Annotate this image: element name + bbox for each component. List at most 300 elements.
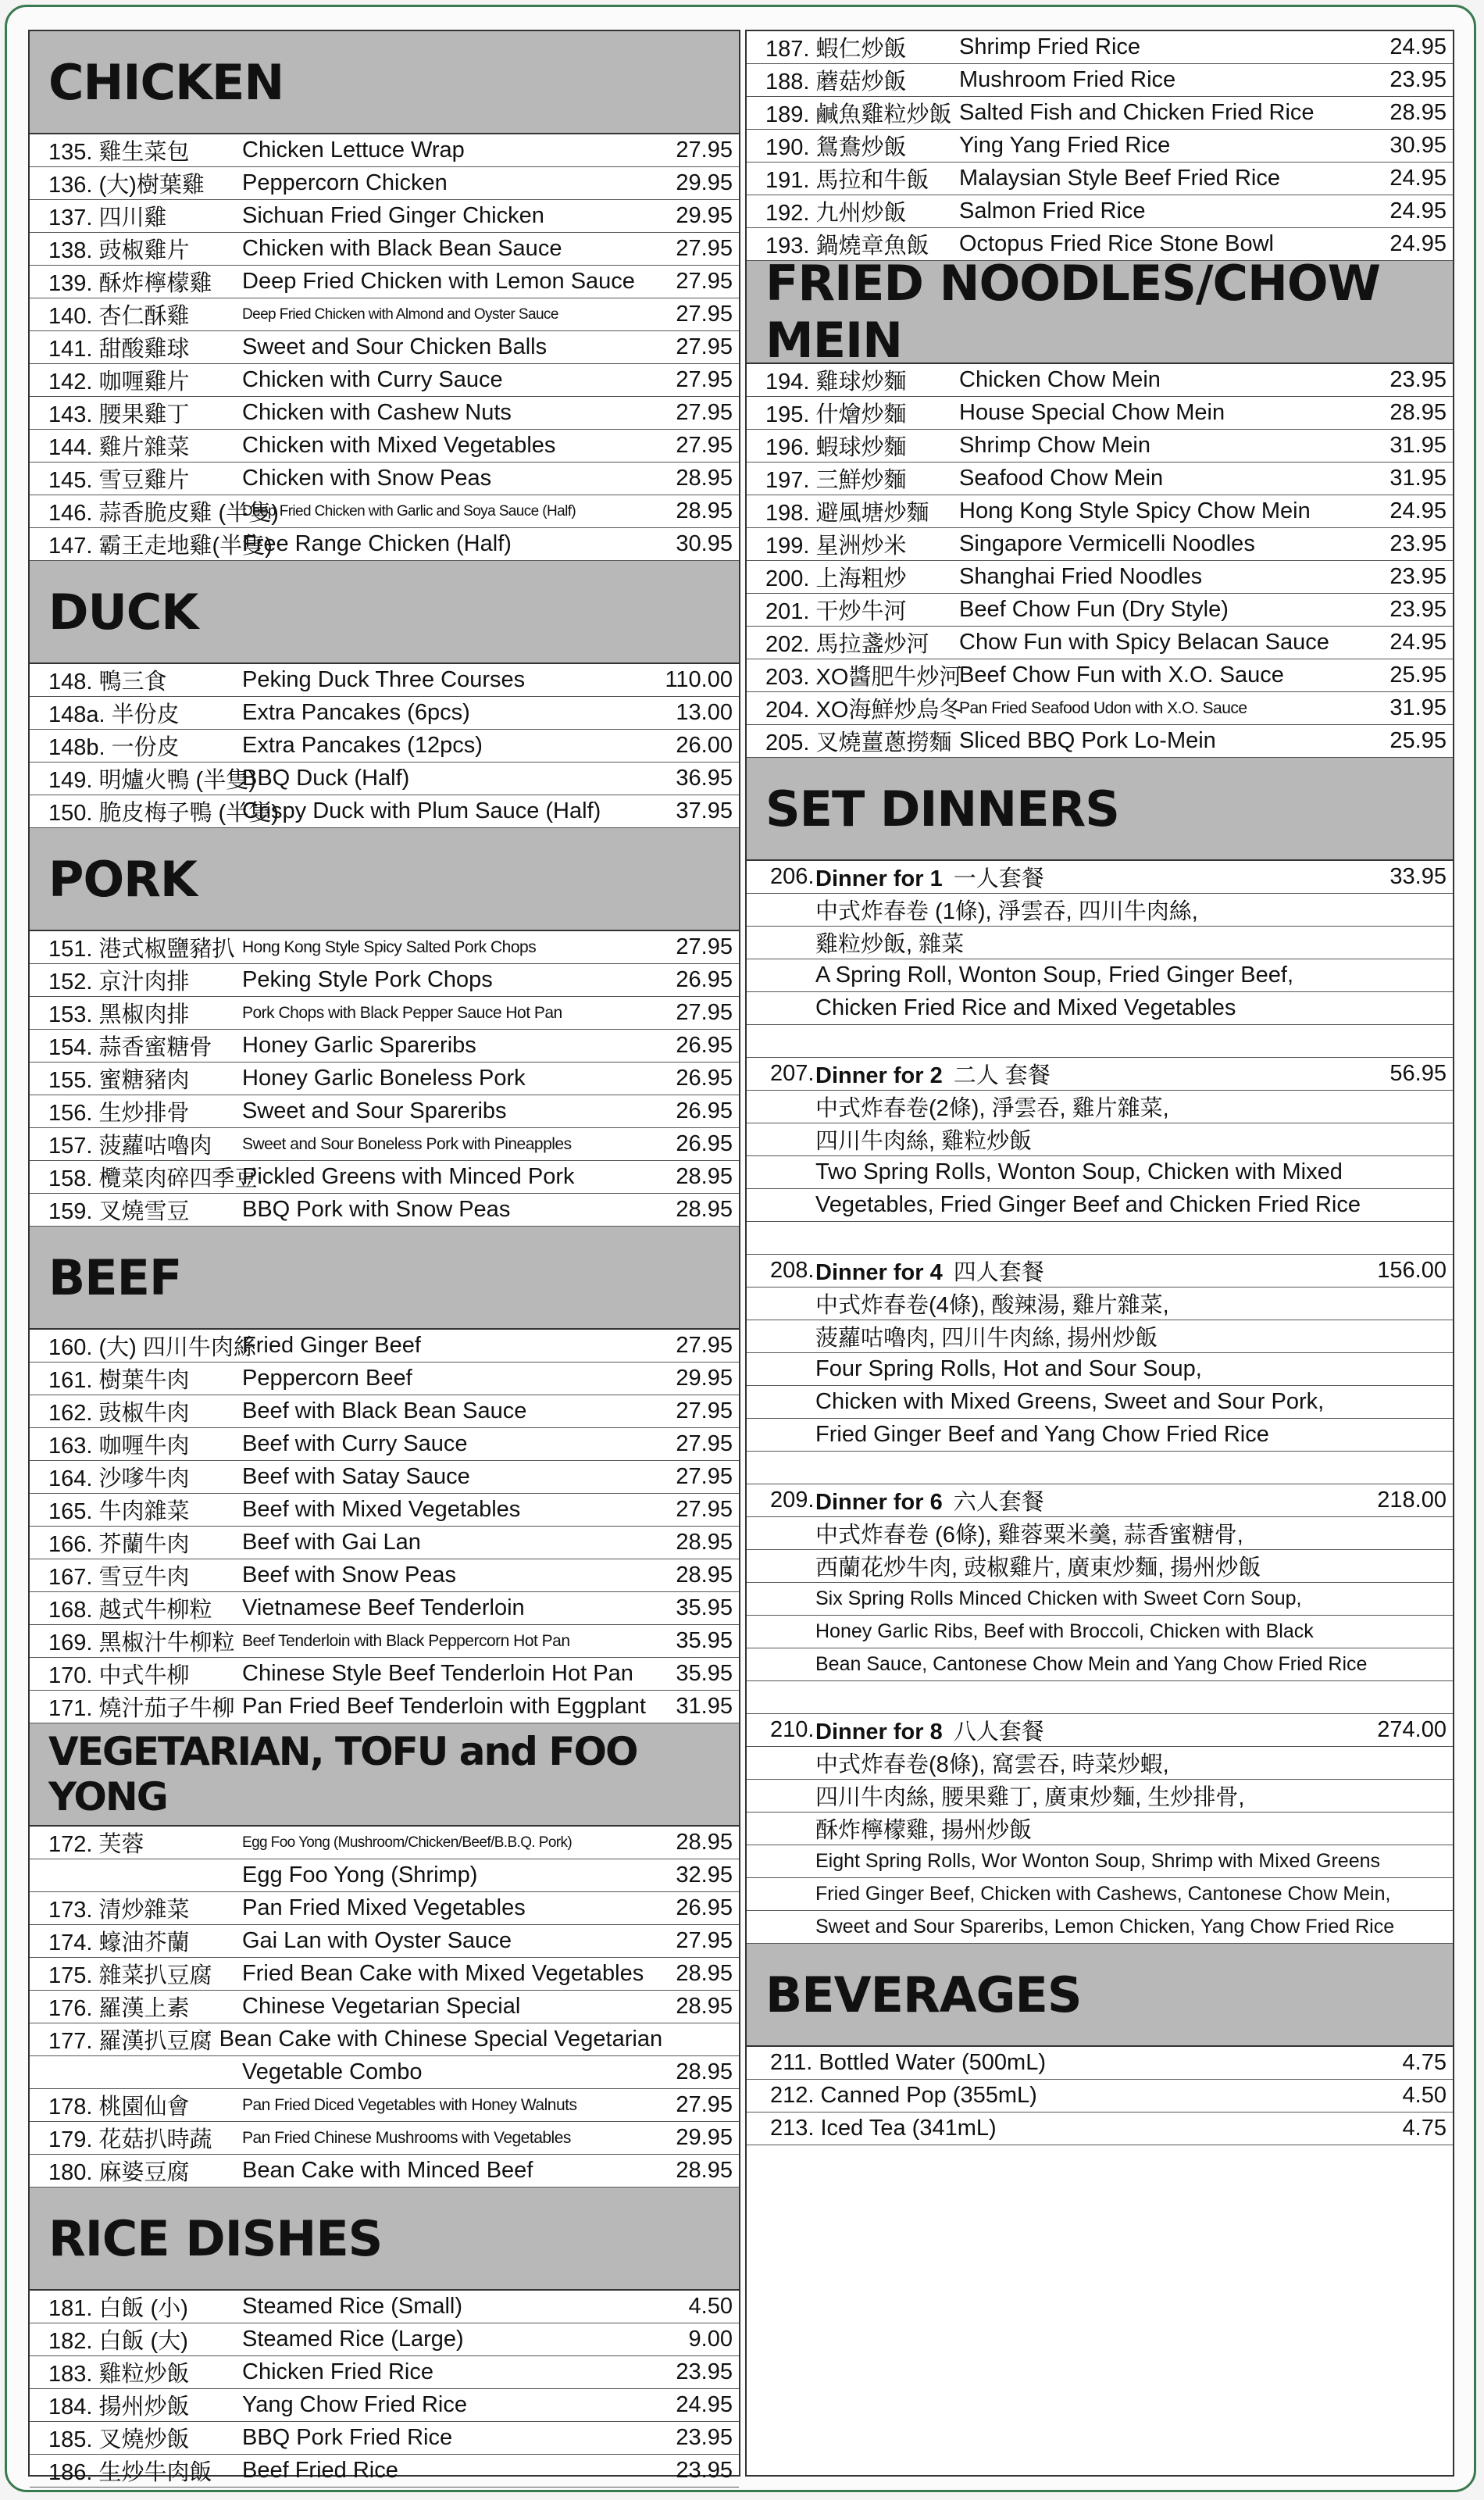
item-name: Beef with Mixed Vegetables xyxy=(242,1497,521,1522)
set-title xyxy=(815,1714,1367,1746)
item-price: 24.95 xyxy=(1389,166,1447,191)
item-name: Pickled Greens with Minced Pork xyxy=(242,1164,575,1189)
item-price: 29.95 xyxy=(676,203,733,228)
item-number: 158. 欖菜肉碎四季豆 xyxy=(48,1166,258,1191)
item-price: 28.95 xyxy=(676,1994,733,2019)
item-name: Beef with Gai Lan xyxy=(242,1530,421,1555)
item-number: 154. 蒜香蜜糖骨 xyxy=(48,1035,212,1060)
item-name: Deep Fried Chicken with Almond and Oyster Sauce xyxy=(242,305,558,323)
menu-item-row xyxy=(747,97,1453,130)
set-dinner-heading xyxy=(747,1484,1453,1517)
set-dinner-heading xyxy=(747,861,1453,894)
item-name: Vegetable Combo xyxy=(242,2059,423,2084)
item-price: 31.95 xyxy=(676,1694,733,1719)
item-number: 137. 四川雞 xyxy=(48,205,167,230)
menu-item-row xyxy=(30,1428,739,1461)
item-number: 194. 雞球炒麵 xyxy=(765,370,907,395)
set-chinese-label: 六人套餐 xyxy=(953,1490,1044,1515)
item-number: 149. 明爐火鴨 (半隻) xyxy=(48,768,256,793)
item-number: 186. 生炒牛肉飯 xyxy=(48,2460,212,2485)
item-name: Peking Duck Three Courses xyxy=(242,667,526,692)
menu-item-row xyxy=(30,1925,739,1958)
menu-item-row xyxy=(30,1161,739,1194)
menu-item-row xyxy=(30,931,739,964)
menu-item-row xyxy=(747,64,1453,97)
set-description-line: 酥炸檸檬雞, 揚州炒飯 xyxy=(747,1812,1453,1845)
row-divider xyxy=(747,1681,1453,1714)
item-name: Hong Kong Style Spicy Salted Pork Chops xyxy=(242,938,537,956)
item-name: Singapore Vermicelli Noodles xyxy=(959,531,1255,556)
item-price: 27.95 xyxy=(676,1333,733,1358)
item-price: 28.95 xyxy=(676,2158,733,2183)
menu-item-row xyxy=(30,997,739,1030)
set-description-line: Bean Sauce, Cantonese Chow Mein and Yang Chow Fried Rice xyxy=(747,1648,1453,1681)
menu-item-row xyxy=(747,31,1453,64)
item-name: Chicken Chow Mein xyxy=(959,367,1161,392)
item-price: 27.95 xyxy=(676,269,733,294)
item-number: 135. 雞生菜包 xyxy=(48,140,190,165)
menu-item-row xyxy=(30,1494,739,1527)
section-heading: VEGETARIAN, TOFU and FOO YONG xyxy=(30,1723,739,1827)
item-name: Mushroom Fried Rice xyxy=(959,67,1176,92)
set-description-line: 菠蘿咕嚕肉, 四川牛肉絲, 揚州炒飯 xyxy=(747,1320,1453,1353)
item-name: Bean Cake with Minced Beef xyxy=(242,2158,533,2183)
item-number: 144. 雞片雜菜 xyxy=(48,435,190,460)
menu-item-row xyxy=(30,1958,739,1991)
menu-item-row xyxy=(30,2356,739,2389)
set-title xyxy=(815,861,1367,893)
item-name: Beef with Curry Sauce xyxy=(242,1431,468,1456)
item-price: 25.95 xyxy=(1389,728,1447,753)
item-name: Chinese Style Beef Tenderloin Hot Pan xyxy=(242,1661,633,1686)
menu-item-row xyxy=(30,1559,739,1592)
item-number: 150. 脆皮梅子鴨 (半隻) xyxy=(48,801,279,826)
menu-item-row xyxy=(30,697,739,730)
item-name: Shrimp Fried Rice xyxy=(959,34,1141,59)
menu-item-row xyxy=(30,397,739,430)
item-price: 26.95 xyxy=(676,1033,733,1058)
item-number: 148. 鴨三食 xyxy=(48,670,167,695)
item-name: Seafood Chow Mein xyxy=(959,466,1164,491)
item-price: 23.95 xyxy=(1389,67,1447,92)
item-name: House Special Chow Mein xyxy=(959,400,1225,425)
menu-item-row xyxy=(747,430,1453,462)
menu-item-row xyxy=(747,162,1453,195)
set-chinese-label: 二人 套餐 xyxy=(953,1063,1051,1088)
item-price: 27.95 xyxy=(676,400,733,425)
item-name: Honey Garlic Boneless Pork xyxy=(242,1066,526,1091)
menu-item-row xyxy=(30,1362,739,1395)
set-price: 218.00 xyxy=(1377,1488,1447,1512)
item-number: 195. 什燴炒麵 xyxy=(765,402,907,427)
set-price: 33.95 xyxy=(1389,864,1447,889)
menu-item-row xyxy=(747,397,1453,430)
beverage-price: 4.75 xyxy=(1402,2050,1447,2075)
item-price: 35.95 xyxy=(676,1661,733,1686)
item-price: 28.95 xyxy=(676,1830,733,1855)
item-price: 27.95 xyxy=(676,433,733,458)
item-name: Sweet and Sour Spareribs xyxy=(242,1098,507,1123)
item-price: 27.95 xyxy=(676,2092,733,2117)
set-description-line: 西蘭花炒牛肉, 豉椒雞片, 廣東炒麵, 揚州炒飯 xyxy=(747,1550,1453,1583)
menu-item-row xyxy=(30,1030,739,1062)
item-number: 177. 羅漢扒豆腐 xyxy=(48,2029,212,2054)
set-description-line: 中式炸春卷(2條), 淨雲吞, 雞片雜菜, xyxy=(747,1091,1453,1123)
item-number: 184. 揚州炒飯 xyxy=(48,2395,190,2420)
item-number: 146. 蒜香脆皮雞 (半隻) xyxy=(48,501,279,526)
item-price: 24.95 xyxy=(1389,198,1447,223)
item-number: 180. 麻婆豆腐 xyxy=(48,2160,190,2185)
item-name: Hong Kong Style Spicy Chow Mein xyxy=(959,498,1311,523)
menu-item-row xyxy=(30,331,739,364)
set-price: 56.95 xyxy=(1389,1061,1447,1086)
item-name: Shrimp Chow Mein xyxy=(959,433,1150,458)
item-name: Beef Chow Fun (Dry Style) xyxy=(959,597,1229,622)
set-title xyxy=(815,1484,1367,1516)
row-divider xyxy=(747,1025,1453,1058)
beverage-name: 213. Iced Tea (341mL) xyxy=(770,2116,997,2141)
item-price: 27.95 xyxy=(676,367,733,392)
item-price: 28.95 xyxy=(676,1164,733,1189)
item-price: 30.95 xyxy=(1389,133,1447,158)
menu-item-row xyxy=(30,2155,739,2188)
item-number: 145. 雪豆雞片 xyxy=(48,468,190,493)
menu-item-row xyxy=(30,1128,739,1161)
item-price: 28.95 xyxy=(676,1530,733,1555)
item-name: Sweet and Sour Chicken Balls xyxy=(242,334,548,359)
set-chinese-label: 八人套餐 xyxy=(953,1720,1044,1745)
item-name: Beef Fried Rice xyxy=(242,2458,398,2483)
item-name: Chicken with Cashew Nuts xyxy=(242,400,512,425)
item-price: 31.95 xyxy=(1389,695,1447,720)
item-name: Chinese Vegetarian Special xyxy=(242,1994,521,2019)
item-price: 35.95 xyxy=(676,1628,733,1653)
menu-item-row xyxy=(30,1658,739,1691)
row-divider xyxy=(747,1452,1453,1484)
item-number: 202. 馬拉盞炒河 xyxy=(765,632,929,657)
menu-item-row xyxy=(30,2455,739,2488)
beverage-price: 4.50 xyxy=(1402,2083,1447,2108)
set-description-line: Honey Garlic Ribs, Beef with Broccoli, Chicken with Black xyxy=(747,1616,1453,1648)
item-price: 28.95 xyxy=(1389,400,1447,425)
item-name: Pan Fried Mixed Vegetables xyxy=(242,1895,526,1920)
item-price: 27.95 xyxy=(676,1398,733,1423)
item-price: 27.95 xyxy=(676,1000,733,1025)
item-number: 203. XO醬肥牛炒河 xyxy=(765,665,962,690)
item-number: 182. 白飯 (大) xyxy=(48,2329,188,2354)
item-price: 23.95 xyxy=(1389,597,1447,622)
section-heading: FRIED NOODLES/CHOW MEIN xyxy=(747,261,1453,364)
set-description-line: Chicken Fried Rice and Mixed Vegetables xyxy=(747,992,1453,1025)
item-name: Chicken with Snow Peas xyxy=(242,466,492,491)
item-name: Steamed Rice (Large) xyxy=(242,2327,464,2352)
row-divider xyxy=(747,1222,1453,1255)
item-name: Fried Ginger Beef xyxy=(242,1333,421,1358)
item-name: Extra Pancakes (12pcs) xyxy=(242,733,483,758)
menu-item-row xyxy=(30,1527,739,1559)
section-heading: CHICKEN xyxy=(30,31,739,134)
item-price: 23.95 xyxy=(676,2359,733,2384)
item-price: 26.95 xyxy=(676,1066,733,1091)
menu-item-row xyxy=(747,528,1453,561)
set-number: 207. xyxy=(770,1061,815,1086)
set-label: Dinner for 1 xyxy=(815,866,943,891)
item-number: 174. 蠔油芥蘭 xyxy=(48,1930,190,1955)
beverage-row xyxy=(747,2080,1453,2112)
set-description-line: Fried Ginger Beef and Yang Chow Fried Rice xyxy=(747,1419,1453,1452)
item-price: 27.95 xyxy=(676,1497,733,1522)
item-name: Chicken with Black Bean Sauce xyxy=(242,236,562,261)
menu-item-row xyxy=(30,528,739,561)
item-price: 28.95 xyxy=(676,1562,733,1588)
menu-item-row xyxy=(30,730,739,762)
item-price: 110.00 xyxy=(665,667,733,692)
menu-item-row xyxy=(30,2389,739,2422)
item-number: 139. 酥炸檸檬雞 xyxy=(48,271,212,296)
beverage-price: 4.75 xyxy=(1402,2116,1447,2141)
menu-item-row xyxy=(747,692,1453,725)
item-number: 141. 甜酸雞球 xyxy=(48,337,190,362)
item-name: Sweet and Sour Boneless Pork with Pineapples xyxy=(242,1134,572,1153)
item-number: 152. 京汁肉排 xyxy=(48,970,190,995)
menu-item-row xyxy=(30,762,739,795)
item-name: Peking Style Pork Chops xyxy=(242,967,493,992)
item-name: Chicken with Curry Sauce xyxy=(242,367,503,392)
item-name: Chicken Fried Rice xyxy=(242,2359,433,2384)
item-price: 24.95 xyxy=(1389,498,1447,523)
menu-item-row xyxy=(30,795,739,828)
item-price: 27.95 xyxy=(676,1431,733,1456)
menu-item-row xyxy=(30,200,739,233)
menu-item-row xyxy=(30,964,739,997)
item-price: 9.00 xyxy=(688,2327,733,2352)
menu-item-row xyxy=(30,2023,739,2056)
item-number: 136. (大)樹葉雞 xyxy=(48,173,205,198)
menu-item-row xyxy=(30,1330,739,1362)
item-name: Malaysian Style Beef Fried Rice xyxy=(959,166,1280,191)
item-number: 148b. 一份皮 xyxy=(48,735,180,760)
section-heading: RICE DISHES xyxy=(30,2188,739,2291)
item-price: 26.95 xyxy=(676,1895,733,1920)
item-number: 155. 蜜糖豬肉 xyxy=(48,1068,190,1093)
item-price: 23.95 xyxy=(1389,564,1447,589)
item-number: 196. 蝦球炒麵 xyxy=(765,435,907,460)
item-number: 172. 芙蓉 xyxy=(48,1832,144,1857)
menu-item-row xyxy=(30,2089,739,2122)
item-number: 188. 蘑菇炒飯 xyxy=(765,70,907,95)
item-name: Octopus Fried Rice Stone Bowl xyxy=(959,231,1274,256)
item-number: 140. 杏仁酥雞 xyxy=(48,304,190,329)
item-price: 29.95 xyxy=(676,2125,733,2150)
item-price: 23.95 xyxy=(676,2458,733,2483)
menu-item-row xyxy=(747,462,1453,495)
set-title xyxy=(815,1255,1367,1287)
item-price: 30.95 xyxy=(676,531,733,556)
item-name: Pan Fried Beef Tenderloin with Eggplant xyxy=(242,1694,646,1719)
set-number: 209. xyxy=(770,1488,815,1512)
item-number: 148a. 半份皮 xyxy=(48,702,180,727)
set-description-line: Eight Spring Rolls, Wor Wonton Soup, Shrimp with Mixed Greens xyxy=(747,1845,1453,1878)
item-name: Beef with Black Bean Sauce xyxy=(242,1398,527,1423)
item-number: 201. 干炒牛河 xyxy=(765,599,907,624)
item-number: 191. 馬拉和牛飯 xyxy=(765,168,929,193)
item-number: 175. 雜菜扒豆腐 xyxy=(48,1963,212,1988)
item-name: Deep Fried Chicken with Lemon Sauce xyxy=(242,269,635,294)
set-description-line: 中式炸春卷(4條), 酸辣湯, 雞片雜菜, xyxy=(747,1288,1453,1320)
menu-item-row xyxy=(30,1194,739,1227)
set-description-line: A Spring Roll, Wonton Soup, Fried Ginger Beef, xyxy=(747,959,1453,992)
set-price: 274.00 xyxy=(1377,1717,1447,1742)
menu-item-row xyxy=(30,1592,739,1625)
menu-item-row xyxy=(30,1095,739,1128)
item-price: 35.95 xyxy=(676,1595,733,1620)
item-number: 171. 燒汁茄子牛柳 xyxy=(48,1696,235,1721)
item-number: 190. 鴛鴦炒飯 xyxy=(765,135,907,160)
item-price: 28.95 xyxy=(676,466,733,491)
menu-item-row xyxy=(30,1827,739,1859)
set-dinner-heading xyxy=(747,1255,1453,1288)
item-number: 189. 鹹魚雞粒炒飯 xyxy=(765,102,952,127)
item-number: 151. 港式椒鹽豬扒 xyxy=(48,937,235,962)
item-price: 36.95 xyxy=(676,766,733,791)
set-label: Dinner for 2 xyxy=(815,1063,943,1088)
section-heading: SET DINNERS xyxy=(747,758,1453,861)
item-price: 31.95 xyxy=(1389,433,1447,458)
item-name: Sichuan Fried Ginger Chicken xyxy=(242,203,544,228)
item-price: 23.95 xyxy=(676,2425,733,2450)
menu-item-row xyxy=(30,462,739,495)
item-number: 197. 三鮮炒麵 xyxy=(765,468,907,493)
set-description-line: Six Spring Rolls Minced Chicken with Sweet Corn Soup, xyxy=(747,1583,1453,1616)
item-price: 25.95 xyxy=(1389,662,1447,688)
item-name: Peppercorn Chicken xyxy=(242,170,448,195)
menu-item-row xyxy=(30,1892,739,1925)
menu-item-row xyxy=(30,364,739,397)
set-dinner-heading xyxy=(747,1714,1453,1747)
menu-item-row xyxy=(30,1691,739,1723)
item-price: 24.95 xyxy=(1389,34,1447,59)
set-dinner-heading xyxy=(747,1058,1453,1091)
set-description-line: 中式炸春卷 (1條), 淨雲吞, 四川牛肉絲, xyxy=(747,894,1453,927)
beverage-row xyxy=(747,2112,1453,2145)
item-price: 27.95 xyxy=(676,1928,733,1953)
item-number: 199. 星洲炒米 xyxy=(765,534,907,559)
section-heading: DUCK xyxy=(30,561,739,664)
item-number: 160. (大) 四川牛肉絲 xyxy=(48,1335,256,1360)
menu-item-row xyxy=(30,2323,739,2356)
item-name: Vietnamese Beef Tenderloin xyxy=(242,1595,525,1620)
item-name: Fried Bean Cake with Mixed Vegetables xyxy=(242,1961,644,1986)
right-menu-column xyxy=(745,30,1454,2477)
item-name: Bean Cake with Chinese Special Vegetarian xyxy=(219,2027,663,2052)
menu-item-row xyxy=(30,430,739,462)
item-number: 178. 桃園仙會 xyxy=(48,2095,190,2120)
item-price: 28.95 xyxy=(676,2059,733,2084)
menu-item-row xyxy=(747,659,1453,692)
item-number: 200. 上海粗炒 xyxy=(765,566,907,591)
item-name: Peppercorn Beef xyxy=(242,1366,412,1391)
set-chinese-label: 四人套餐 xyxy=(953,1260,1044,1285)
item-price: 26.00 xyxy=(676,733,733,758)
item-price: 27.95 xyxy=(676,302,733,327)
item-number: 181. 白飯 (小) xyxy=(48,2296,188,2321)
menu-item-row xyxy=(747,561,1453,594)
item-price: 27.95 xyxy=(676,1464,733,1489)
item-number: 170. 中式牛柳 xyxy=(48,1663,190,1688)
set-label: Dinner for 6 xyxy=(815,1490,943,1515)
set-description-line: Two Spring Rolls, Wonton Soup, Chicken with Mixed xyxy=(747,1156,1453,1189)
menu-item-row xyxy=(30,134,739,167)
item-price: 32.95 xyxy=(676,1862,733,1888)
item-name: Beef with Snow Peas xyxy=(242,1562,457,1588)
item-number: 183. 雞粒炒飯 xyxy=(48,2362,190,2387)
item-price: 4.50 xyxy=(688,2294,733,2319)
item-price: 24.95 xyxy=(1389,231,1447,256)
item-price: 13.00 xyxy=(676,700,733,725)
set-chinese-label: 一人套餐 xyxy=(953,866,1044,891)
item-name: Gai Lan with Oyster Sauce xyxy=(242,1928,512,1953)
set-number: 208. xyxy=(770,1258,815,1283)
beverage-name: 212. Canned Pop (355mL) xyxy=(770,2083,1037,2108)
set-description-line: Four Spring Rolls, Hot and Sour Soup, xyxy=(747,1353,1453,1386)
item-number: 164. 沙嗲牛肉 xyxy=(48,1466,190,1491)
item-price: 23.95 xyxy=(1389,367,1447,392)
menu-item-row xyxy=(30,2422,739,2455)
item-price: 26.95 xyxy=(676,967,733,992)
set-number: 210. xyxy=(770,1717,815,1742)
item-name: Free Range Chicken (Half) xyxy=(242,531,512,556)
menu-item-row xyxy=(747,725,1453,758)
item-name: Ying Yang Fried Rice xyxy=(959,133,1171,158)
item-name: BBQ Duck (Half) xyxy=(242,766,410,791)
menu-item-row xyxy=(30,2122,739,2155)
menu-item-row xyxy=(30,266,739,298)
item-name: Egg Foo Yong (Mushroom/Chicken/Beef/B.B.Q. Pork) xyxy=(242,1834,573,1851)
item-number: 198. 避風塘炒麵 xyxy=(765,501,929,526)
item-price: 28.95 xyxy=(676,498,733,523)
item-name: Salmon Fried Rice xyxy=(959,198,1146,223)
item-price: 27.95 xyxy=(676,934,733,959)
item-name: Egg Foo Yong (Shrimp) xyxy=(242,1862,478,1888)
item-name: Beef Tenderloin with Black Peppercorn Hot Pan xyxy=(242,1631,570,1650)
item-name: Yang Chow Fried Rice xyxy=(242,2392,467,2417)
item-name: Pan Fried Diced Vegetables with Honey Walnuts xyxy=(242,2095,577,2114)
item-number: 156. 生炒排骨 xyxy=(48,1101,190,1126)
set-label: Dinner for 8 xyxy=(815,1720,943,1745)
set-description-line: 四川牛肉絲, 腰果雞丁, 廣東炒麵, 生炒排骨, xyxy=(747,1780,1453,1812)
item-name: Chicken Lettuce Wrap xyxy=(242,138,465,162)
item-name: Deep Fried Chicken with Garlic and Soya Sauce (Half) xyxy=(242,502,576,520)
menu-item-row xyxy=(30,298,739,331)
item-price: 31.95 xyxy=(1389,466,1447,491)
set-description-line: Fried Ginger Beef, Chicken with Cashews, Cantonese Chow Mein, xyxy=(747,1878,1453,1911)
item-number: 185. 叉燒炒飯 xyxy=(48,2427,190,2452)
item-name: Extra Pancakes (6pcs) xyxy=(242,700,470,725)
menu-item-row xyxy=(30,1991,739,2023)
item-number: 168. 越式牛柳粒 xyxy=(48,1598,212,1623)
item-price: 37.95 xyxy=(676,798,733,823)
set-price: 156.00 xyxy=(1377,1258,1447,1283)
menu-item-row xyxy=(30,233,739,266)
menu-item-row xyxy=(747,195,1453,228)
item-name: Pan Fried Seafood Udon with X.O. Sauce xyxy=(959,698,1247,717)
menu-item-row xyxy=(30,664,739,697)
item-number: 157. 菠蘿咕嚕肉 xyxy=(48,1134,212,1159)
item-number: 147. 霸王走地雞(半隻) xyxy=(48,534,273,559)
item-number: 163. 咖喱牛肉 xyxy=(48,1434,190,1459)
item-number: 138. 豉椒雞片 xyxy=(48,238,190,263)
item-number: 167. 雪豆牛肉 xyxy=(48,1565,190,1590)
